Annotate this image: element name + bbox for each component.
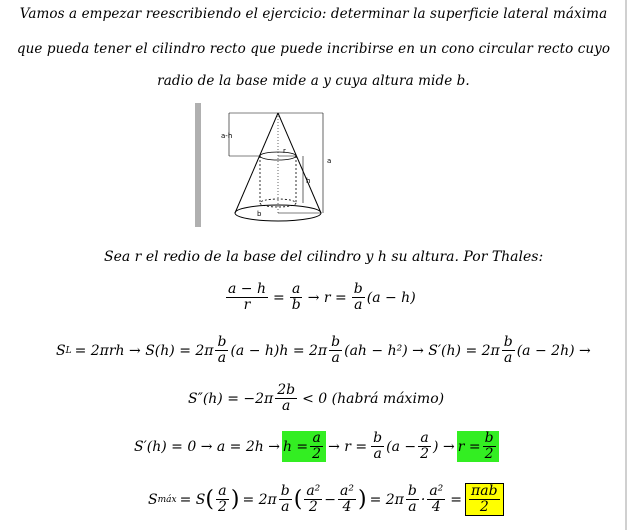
math-token: = S xyxy=(179,491,206,508)
intro-line-3: radio de la base mide a y cuya altura mide b. xyxy=(157,73,470,89)
fraction xyxy=(427,484,445,515)
equation-critical-point xyxy=(134,431,499,462)
fraction-denominator: 2 xyxy=(484,446,494,462)
math-token: (a − h)h = 2π xyxy=(230,342,328,359)
fraction-denominator: 4 xyxy=(431,499,441,515)
math-token: r = xyxy=(457,438,481,455)
parenthesis: ( xyxy=(293,486,303,512)
equation-max-surface xyxy=(148,483,504,516)
fraction-denominator: a xyxy=(354,297,363,313)
fraction xyxy=(290,282,303,313)
fraction xyxy=(483,431,496,462)
fraction-numerator: 2b xyxy=(277,382,296,398)
fraction-numerator: πab xyxy=(471,483,498,499)
math-token: (a − xyxy=(386,438,417,455)
fraction-numerator: a xyxy=(420,430,429,446)
fraction xyxy=(310,431,323,462)
fraction-denominator: 2 xyxy=(312,446,322,462)
fraction-numerator: b xyxy=(503,334,513,350)
equation-lateral-surface xyxy=(56,335,591,366)
fraction-denominator: a xyxy=(373,446,382,462)
highlight-r-result xyxy=(457,431,499,462)
math-token: · xyxy=(420,491,426,508)
fraction-denominator: 2 xyxy=(217,499,227,515)
fraction-denominator: 2 xyxy=(308,499,318,515)
math-token: (ah − h²) → S′(h) = 2π xyxy=(344,342,500,359)
math-token: S xyxy=(148,491,158,508)
fraction xyxy=(338,484,356,515)
math-token xyxy=(235,113,278,213)
fraction-numerator: b xyxy=(484,430,494,446)
fraction xyxy=(469,484,500,515)
intro-line-1: Vamos a empezar reescribiendo el ejercicio: determinar la superficie lateral máxima xyxy=(19,6,608,22)
fraction-numerator: a − h xyxy=(228,281,266,297)
math-token: S xyxy=(56,342,66,359)
highlight-h-result xyxy=(282,431,326,462)
fraction-numerator: a² xyxy=(340,483,354,499)
math-token: = 2π xyxy=(369,491,404,508)
math-token: (a − 2h) → xyxy=(516,342,591,359)
fraction-denominator: 4 xyxy=(342,499,352,515)
math-token: = 2π xyxy=(242,491,277,508)
thales-sentence: Sea r el redio de la base del cilindro y h su altura. Por Thales: xyxy=(104,249,544,265)
parenthesis: ( xyxy=(205,486,214,512)
intro-line-2: que pueda tener el cilindro recto que puede incribirse en un cono circular recto cuyo xyxy=(16,41,611,57)
math-token: = xyxy=(450,491,463,508)
fraction-numerator: b xyxy=(217,334,227,350)
math-token xyxy=(195,103,419,227)
figure-label-h: h xyxy=(306,177,311,185)
subscript: máx xyxy=(157,494,177,505)
fraction-numerator: b xyxy=(373,430,383,446)
fraction-numerator: a² xyxy=(306,483,321,499)
figure-label-a-h: a-h xyxy=(221,132,233,140)
math-token xyxy=(278,113,321,213)
math-token: − xyxy=(324,491,337,508)
fraction-denominator: b xyxy=(291,297,301,313)
figure-label-b: b xyxy=(257,210,262,218)
math-token: = 2πrh → S(h) = 2π xyxy=(74,342,214,359)
equation-thales xyxy=(224,282,416,313)
fraction xyxy=(215,335,228,366)
math-token: → r = xyxy=(328,438,368,455)
fraction-denominator: a xyxy=(408,499,417,515)
fraction-numerator: a² xyxy=(429,483,444,499)
fraction xyxy=(304,484,322,515)
fraction-denominator: a xyxy=(504,350,513,366)
math-token: S′(h) = 0 → a = 2h → xyxy=(134,438,280,455)
math-token: (a − h) xyxy=(366,289,416,306)
figure-label-a: a xyxy=(327,157,332,165)
fraction xyxy=(418,431,431,462)
fraction xyxy=(226,282,268,313)
fraction-denominator: 2 xyxy=(479,499,489,515)
math-token: = xyxy=(273,289,285,306)
math-token: < 0 (habrá máximo) xyxy=(302,390,445,407)
fraction-numerator: a xyxy=(218,483,227,499)
parenthesis: ) xyxy=(230,486,240,512)
figure-label-r: r xyxy=(283,147,286,155)
figure-left-bar xyxy=(195,103,201,227)
fraction xyxy=(279,484,292,515)
fraction-numerator: a xyxy=(312,430,321,446)
fraction-denominator: a xyxy=(331,350,340,366)
fraction-numerator: b xyxy=(407,483,417,499)
math-token: S″(h) = −2π xyxy=(188,390,274,407)
fraction-denominator: r xyxy=(243,297,251,313)
fraction xyxy=(371,431,384,462)
parenthesis: ) xyxy=(358,486,367,512)
fraction xyxy=(502,335,515,366)
highlight-final-result xyxy=(465,483,504,516)
fraction xyxy=(329,335,342,366)
fraction-numerator: a xyxy=(292,281,301,297)
fraction xyxy=(406,484,419,515)
fraction-denominator: a xyxy=(281,398,291,414)
fraction-denominator: a xyxy=(281,499,290,515)
cone-cylinder-figure xyxy=(195,103,419,227)
math-token: → r = xyxy=(307,289,347,306)
equation-second-derivative xyxy=(188,383,444,414)
fraction-denominator: 2 xyxy=(420,446,430,462)
fraction xyxy=(275,383,297,414)
math-token: ) → xyxy=(433,438,455,455)
fraction-denominator: a xyxy=(217,350,227,366)
fraction-numerator: b xyxy=(280,483,290,499)
fraction-numerator: b xyxy=(331,334,341,350)
subscript: L xyxy=(65,345,72,356)
fraction xyxy=(352,282,365,313)
fraction xyxy=(216,484,229,515)
math-token: h = xyxy=(282,438,309,455)
fraction-numerator: b xyxy=(353,281,363,297)
